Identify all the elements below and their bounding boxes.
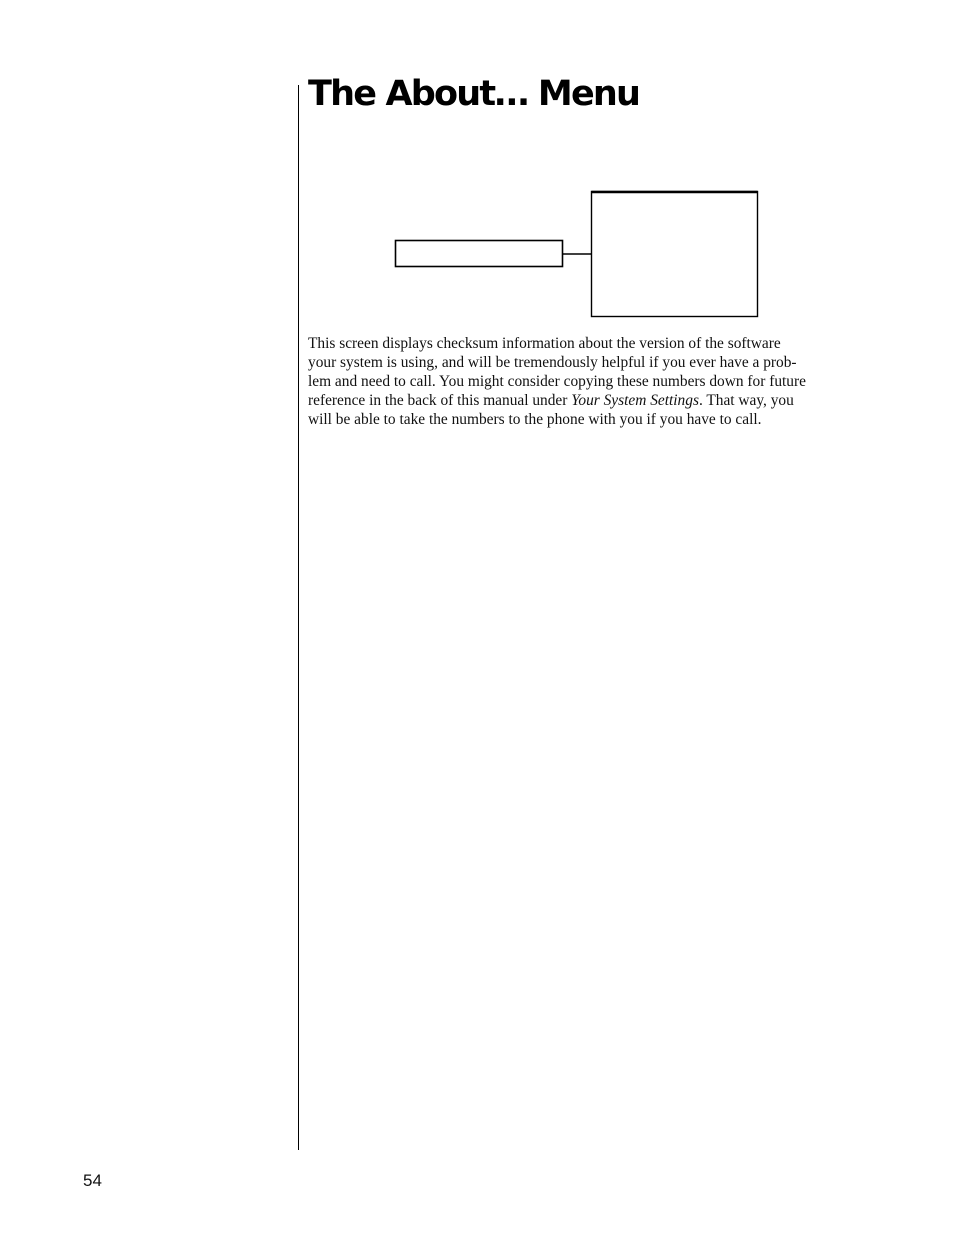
body-paragraph [308, 334, 848, 429]
about-screen-box [592, 192, 758, 317]
body-line-2: your system is using, and will be tremendously helpful if you ever have a prob- [308, 354, 797, 371]
settings-reference: Your System Settings [571, 392, 699, 409]
page-number: 54 [83, 1171, 102, 1190]
page-title: The About… Menu [308, 74, 640, 114]
menu-item-box [396, 241, 563, 267]
margin-rule [298, 85, 299, 1150]
body-line-4: reference in the back of this manual under [308, 392, 572, 409]
body-line-1: This screen displays checksum information about the version of the software [308, 335, 781, 352]
body-line-3: lem and need to call. You might consider copying these numbers down for future [308, 373, 806, 390]
body-line-5: will be able to take the numbers to the phone with you if you have to call. [308, 411, 762, 428]
body-line-4-end: . That way, you [698, 392, 794, 409]
screen-diagram [392, 188, 762, 320]
